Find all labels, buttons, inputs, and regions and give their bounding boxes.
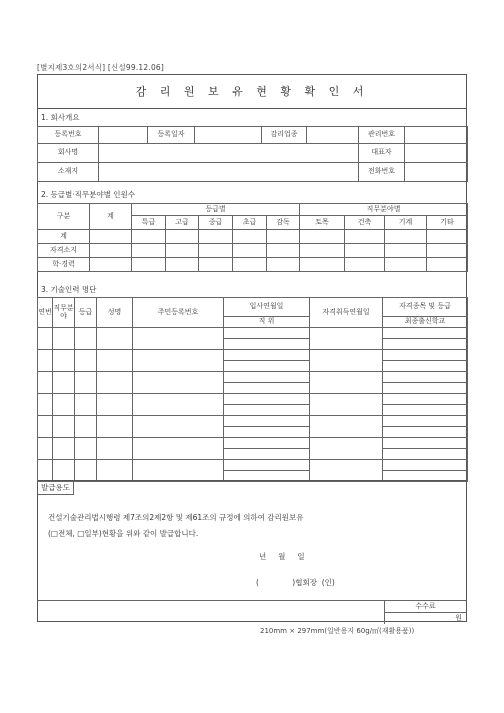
purpose-label: 발급용도 (38, 481, 74, 495)
grade-header-special: 특급 (132, 216, 166, 230)
staff-entry-row (38, 372, 468, 383)
total-header: 계 (90, 204, 132, 230)
count-row-total (38, 230, 468, 244)
fee-box (384, 600, 466, 624)
section-company-overview-heading: 1. 회사개요 (41, 113, 80, 122)
staff-entry-row (38, 460, 468, 471)
ceo-label: 대표자 (359, 144, 405, 163)
business-type-field[interactable] (307, 127, 359, 144)
grade-header-intermediate: 중급 (199, 216, 233, 230)
section-staff-count-heading: 2. 등급별·직무분야별 인원수 (41, 190, 136, 199)
paper-spec: 210mm × 297mm(일반용지 60g/㎡(재활용품)) (260, 627, 415, 635)
position-header: 직 위 (224, 317, 310, 328)
field-header-mechanical: 기계 (385, 216, 427, 230)
reg-date-label: 등록일자 (148, 127, 195, 144)
statement-line-2: (□전체, □일부)현황을 위와 같이 발급합니다. (48, 529, 199, 538)
row-label-education: 학·경력 (38, 258, 90, 272)
reg-date-field[interactable] (195, 127, 262, 144)
form-reference: [별지제3호의2서식] [신설99.12.06] (37, 63, 165, 72)
category-header: 구분 (38, 204, 90, 230)
grade-header-advanced: 고급 (166, 216, 199, 230)
association-signature-line: ( )협회장 (인) (256, 578, 335, 587)
staff-entry-row (38, 394, 468, 405)
grade-header-supervisor: 감독 (267, 216, 300, 230)
address-field[interactable] (99, 163, 359, 182)
form-title: 감 리 원 보 유 현 황 확 인 서 (38, 75, 466, 109)
staff-entry-row (38, 328, 468, 339)
staff-list-table (37, 297, 468, 482)
name-header: 성명 (97, 298, 133, 328)
staff-entry-row (38, 350, 468, 361)
mgmt-no-field[interactable] (405, 127, 468, 144)
cert-date-header: 자격취득연월일 (310, 298, 383, 328)
confirmation-form (37, 74, 467, 622)
count-row-certified (38, 244, 468, 258)
cert-type-header: 자격종목 및 등급 (383, 298, 468, 317)
resident-no-header: 주민등록번호 (133, 298, 224, 328)
field-header-other: 기타 (427, 216, 468, 230)
reg-no-field[interactable] (99, 127, 148, 144)
grade-group-header: 등급별 (132, 204, 300, 216)
reg-no-label: 등록번호 (38, 127, 99, 144)
count-row-education (38, 258, 468, 272)
phone-label: 전화번호 (359, 163, 405, 182)
row-label-certified: 자격소지 (38, 244, 90, 258)
company-name-field[interactable] (99, 144, 359, 163)
row-label-total: 계 (38, 230, 90, 244)
issuance-statement (48, 510, 304, 542)
address-label: 소재지 (38, 163, 99, 182)
field-group-header: 직무분야별 (300, 204, 468, 216)
serial-header: 연번 (38, 298, 53, 328)
field-header-architecture: 건축 (345, 216, 385, 230)
statement-line-1: 건설기술관리법시행령 제7조의2제2항 및 제61조의 규정에 의하여 감리원보유 (48, 513, 304, 522)
phone-field[interactable] (405, 163, 468, 182)
mgmt-no-label: 관리번호 (359, 127, 405, 144)
fee-label: 수수료 (385, 600, 466, 613)
field-header: 직무분야 (53, 298, 75, 328)
issue-date-line: 년 월 일 (259, 552, 305, 561)
staff-entry-row (38, 438, 468, 449)
grade-header: 등급 (75, 298, 97, 328)
company-overview-table (37, 126, 468, 182)
school-header: 최종출신학교 (383, 317, 468, 328)
join-date-header: 입사연월일 (224, 298, 310, 317)
business-type-label: 감리업종 (262, 127, 307, 144)
ceo-field[interactable] (405, 144, 468, 163)
company-name-label: 회사명 (38, 144, 99, 163)
staff-count-table (37, 203, 468, 272)
section-staff-list-heading: 3. 기술인력 명단 (41, 285, 97, 294)
staff-entry-row (38, 416, 468, 427)
fee-unit: 원 (455, 614, 462, 622)
issuance-section (38, 480, 466, 623)
field-header-civil: 토목 (300, 216, 345, 230)
grade-header-beginner: 초급 (233, 216, 267, 230)
